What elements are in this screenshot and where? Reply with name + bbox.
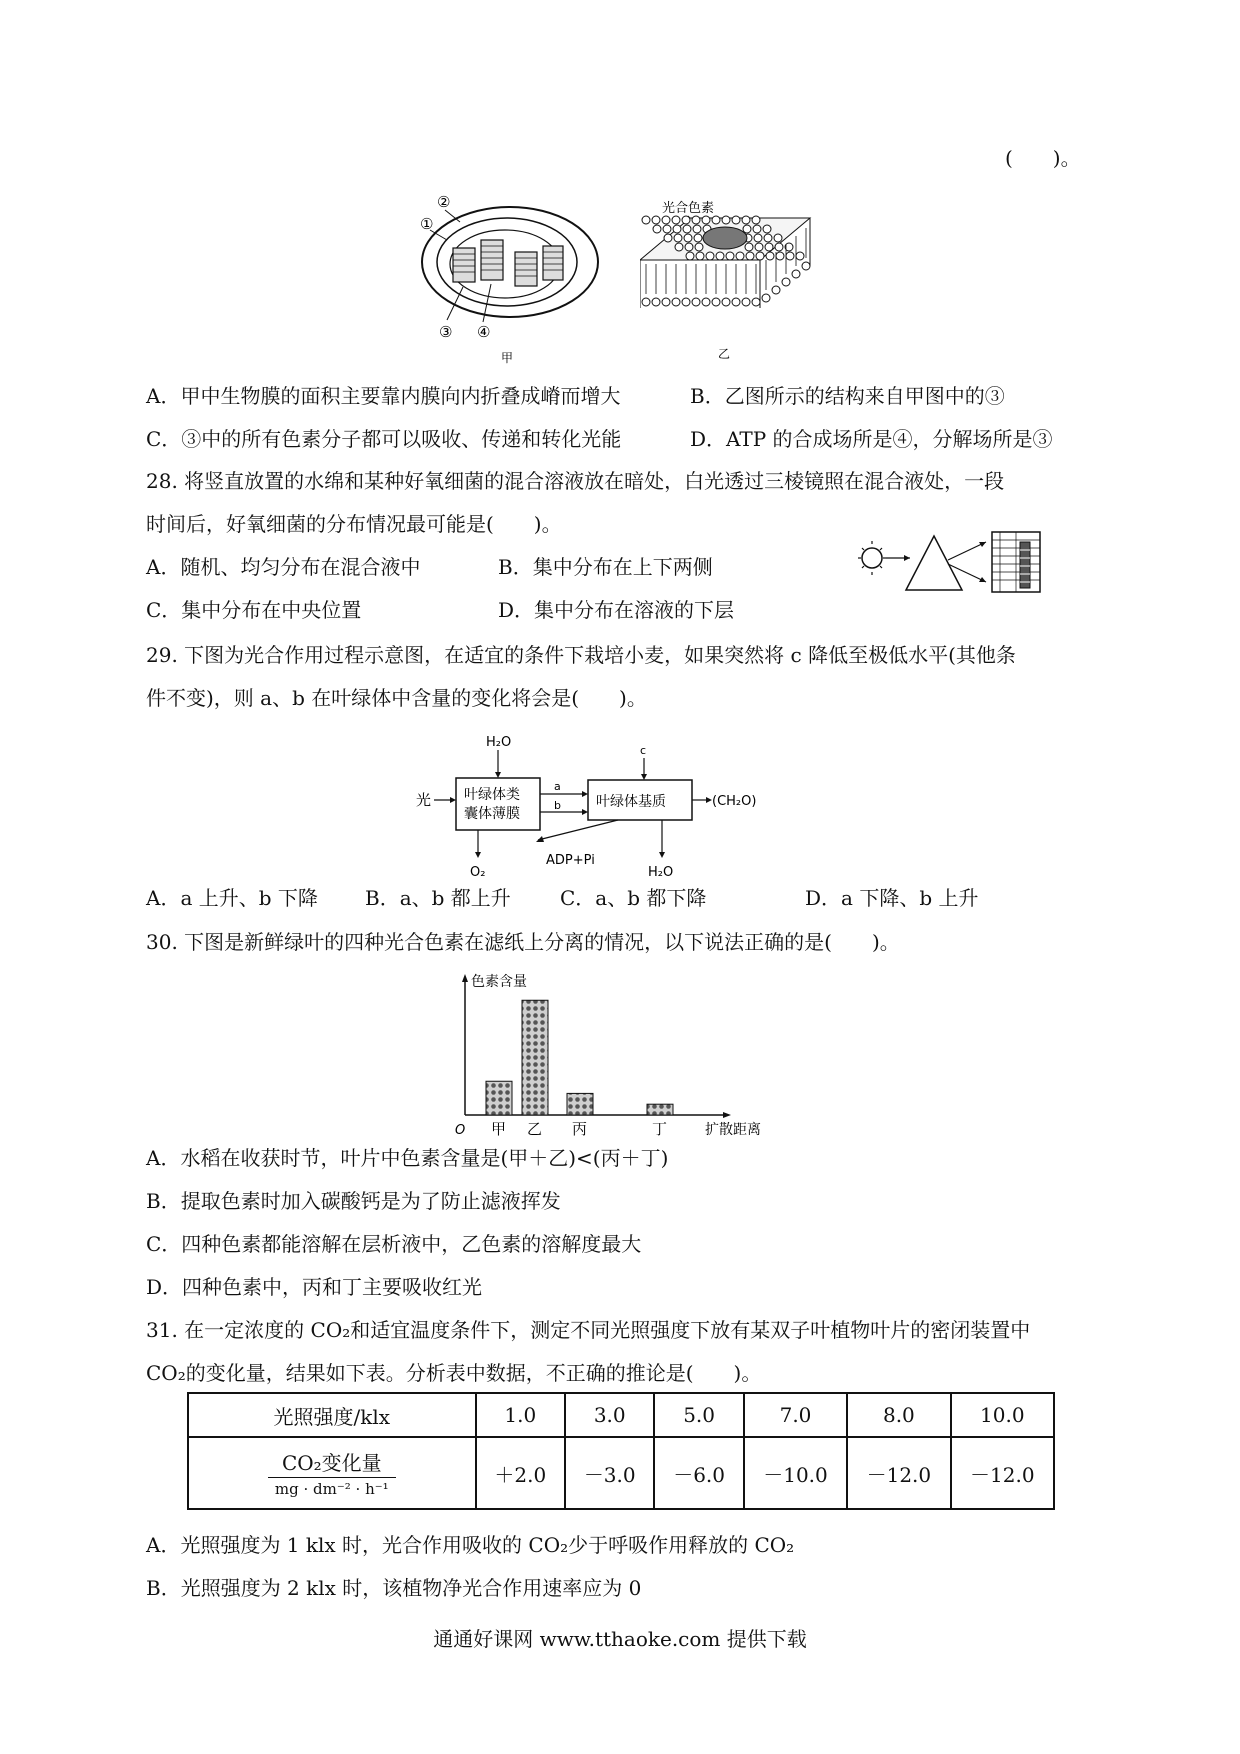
q27-option-d[interactable]: D．ATP 的合成场所是④，分解场所是③ xyxy=(690,427,1053,451)
q28-stem-line2: 时间后，好氧细菌的分布情况最可能是( )。 xyxy=(146,512,562,536)
chart-bar-甲 xyxy=(486,1081,512,1115)
table-cell: 3.0 xyxy=(565,1393,654,1437)
label-circled-1: ① xyxy=(420,215,434,233)
q31-option-b[interactable]: B．光照强度为 2 klx 时，该植物净光合作用速率应为 0 xyxy=(146,1576,642,1600)
label-pigment: 光合色素 xyxy=(662,201,715,216)
table-cell: 1.0 xyxy=(476,1393,565,1437)
table-cell: ＋2.0 xyxy=(476,1437,565,1509)
q28-option-a[interactable]: A．随机、均匀分布在混合液中 xyxy=(146,555,421,579)
chart-category-label: 丁 xyxy=(652,1120,668,1138)
q27-option-b[interactable]: B．乙图所示的结构来自甲图中的③ xyxy=(690,384,1005,408)
chart-category-label: 乙 xyxy=(527,1120,543,1138)
q29-option-b[interactable]: B．a、b 都上升 xyxy=(365,886,511,910)
table-cell: 5.0 xyxy=(654,1393,743,1437)
q29-stem-line2: 件不变)，则 a、b 在叶绿体中含量的变化将会是( )。 xyxy=(146,686,647,710)
caption-jia: 甲 xyxy=(501,351,514,365)
q28-option-c[interactable]: C．集中分布在中央位置 xyxy=(146,598,362,622)
diagram-product: (CH₂O) xyxy=(712,794,757,809)
diagram-b: b xyxy=(554,799,561,812)
diagram-h2o-out: H₂O xyxy=(648,865,674,880)
q30-stem: 30. 下图是新鲜绿叶的四种光合色素在滤纸上分离的情况，以下说法正确的是( )。 xyxy=(146,930,900,954)
q30-option-d[interactable]: D．四种色素中，丙和丁主要吸收红光 xyxy=(146,1275,483,1299)
chart-bar-丙 xyxy=(567,1093,593,1115)
q31-stem-line2: CO₂的变化量，结果如下表。分析表中数据，不正确的推论是( )。 xyxy=(146,1361,762,1385)
table-cell: 7.0 xyxy=(744,1393,847,1437)
photosynthesis-diagram xyxy=(408,732,768,884)
q28-stem-line1: 28. 将竖直放置的水绵和某种好氧细菌的混合溶液放在暗处，白光透过三棱镜照在混合液处，一段 xyxy=(146,469,1005,493)
q28-option-d[interactable]: D．集中分布在溶液的下层 xyxy=(498,598,735,622)
chart-bar-丁 xyxy=(647,1104,673,1115)
chloroplast-figure xyxy=(415,192,615,367)
chart-bar-乙 xyxy=(522,1000,548,1115)
membrane-figure xyxy=(640,198,820,363)
diagram-thylakoid-line2: 囊体薄膜 xyxy=(464,806,520,822)
table-cell: －12.0 xyxy=(951,1437,1054,1509)
prism-figure xyxy=(858,530,1048,598)
q30-option-b[interactable]: B．提取色素时加入碳酸钙是为了防止滤液挥发 xyxy=(146,1189,561,1213)
pigment-chart xyxy=(455,970,795,1140)
chart-category-label: 甲 xyxy=(491,1120,507,1138)
diagram-adp: ADP+Pi xyxy=(546,853,595,868)
diagram-light: 光 xyxy=(416,791,432,809)
chart-ylabel: 色素含量 xyxy=(471,974,527,990)
table-cell: －6.0 xyxy=(654,1437,743,1509)
q29-option-c[interactable]: C．a、b 都下降 xyxy=(560,886,707,910)
diagram-a: a xyxy=(554,780,561,793)
co2-unit-denominator: mg · dm⁻² · h⁻¹ xyxy=(274,1480,389,1498)
q27-option-a[interactable]: A．甲中生物膜的面积主要靠内膜向内折叠成嵴而增大 xyxy=(146,384,621,408)
table-cell: －10.0 xyxy=(744,1437,847,1509)
label-circled-3: ③ xyxy=(439,323,453,341)
chart-xlabel: 扩散距离 xyxy=(705,1122,761,1138)
q29-stem-line1: 29. 下图为光合作用过程示意图，在适宜的条件下栽培小麦，如果突然将 c 降低至极低水平(其他条 xyxy=(146,643,1016,667)
table-row xyxy=(188,1393,1054,1437)
q31-option-a[interactable]: A．光照强度为 1 klx 时，光合作用吸收的 CO₂少于呼吸作用释放的 CO₂ xyxy=(146,1533,795,1557)
diagram-stroma: 叶绿体基质 xyxy=(596,794,666,810)
table-header-light: 光照强度/klx xyxy=(188,1393,476,1437)
table-cell: －3.0 xyxy=(565,1437,654,1509)
co2-table xyxy=(187,1392,1055,1510)
co2-unit-numerator: CO₂变化量 xyxy=(268,1447,396,1478)
q31-stem-line1: 31. 在一定浓度的 CO₂和适宜温度条件下，测定不同光照强度下放有某双子叶植物叶片的密闭装置中 xyxy=(146,1318,1031,1342)
diagram-o2: O₂ xyxy=(470,865,486,880)
table-cell: 10.0 xyxy=(951,1393,1054,1437)
q29-option-d[interactable]: D．a 下降、b 上升 xyxy=(805,886,979,910)
q28-option-b[interactable]: B．集中分布在上下两侧 xyxy=(498,555,713,579)
chart-category-label: 丙 xyxy=(572,1120,588,1138)
q30-option-c[interactable]: C．四种色素都能溶解在层析液中，乙色素的溶解度最大 xyxy=(146,1232,642,1256)
table-cell: －12.0 xyxy=(847,1437,950,1509)
answer-parenthesis: ( )。 xyxy=(1005,146,1081,170)
table-header-co2 xyxy=(188,1437,476,1509)
label-circled-2: ② xyxy=(437,193,451,211)
chart-origin: O xyxy=(455,1123,466,1138)
page-footer: 通通好课网 www.tthaoke.com 提供下载 xyxy=(433,1627,807,1651)
diagram-c: c xyxy=(640,744,647,757)
q27-option-c[interactable]: C．③中的所有色素分子都可以吸收、传递和转化光能 xyxy=(146,427,622,451)
table-row xyxy=(188,1437,1054,1509)
q29-option-a[interactable]: A．a 上升、b 下降 xyxy=(146,886,318,910)
label-circled-4: ④ xyxy=(477,323,491,341)
diagram-thylakoid-line1: 叶绿体类 xyxy=(464,787,520,803)
diagram-h2o-in: H₂O xyxy=(486,735,512,750)
caption-yi: 乙 xyxy=(718,347,731,361)
q30-option-a[interactable]: A．水稻在收获时节，叶片中色素含量是(甲＋乙)<(丙＋丁) xyxy=(146,1146,669,1170)
table-cell: 8.0 xyxy=(847,1393,950,1437)
